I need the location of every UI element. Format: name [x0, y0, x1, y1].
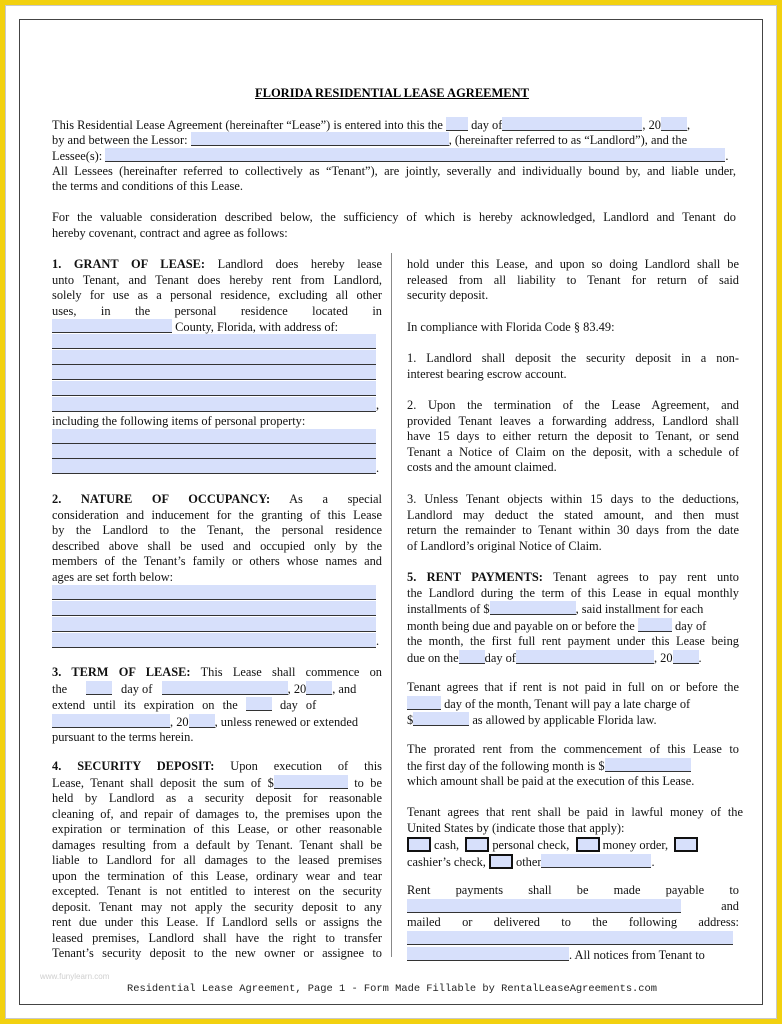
late-charge-field[interactable]	[413, 712, 469, 726]
section-text: deposit. Tenant may not apply the security deposit to any	[52, 899, 382, 914]
section-text: day of	[121, 681, 153, 696]
section-text: liable to Landlord for all damages to the leased premises	[52, 853, 382, 867]
occupant-period: .	[376, 634, 380, 648]
section-text: This Lease shall commence on	[190, 665, 382, 679]
payment-methods	[407, 805, 743, 870]
section-text: the	[52, 681, 68, 696]
lessee-field[interactable]	[105, 148, 725, 162]
section-heading: 2. NATURE OF OCCUPANCY:	[52, 492, 271, 506]
section-4-security-deposit	[52, 759, 382, 962]
occupant-line-4[interactable]	[52, 633, 376, 648]
section-text: extend until its expiration on the	[52, 698, 238, 712]
section-text: Lease, Tenant shall deposit the sum of $	[52, 775, 274, 790]
rent-due-day-field[interactable]	[638, 618, 672, 632]
section-heading: 4. SECURITY DEPOSIT:	[52, 759, 215, 773]
section-text: expiration or termination of this Lease, or other reasonable	[52, 822, 382, 836]
section-heading: 5. RENT PAYMENTS:	[407, 570, 543, 584]
occupant-line-2[interactable]	[52, 601, 376, 616]
section-text: return the remainder to Tenant within 30 days from the date	[407, 523, 739, 537]
objection-clause	[407, 492, 739, 554]
first-rent-month-field[interactable]	[516, 650, 654, 664]
checkbox-label: cash,	[434, 838, 460, 852]
section-text: members of the Tenant’s family or others whose names and	[52, 554, 382, 568]
payee-field[interactable]	[407, 899, 681, 913]
florida-code-reference: In compliance with Florida Code § 83.49:	[407, 320, 615, 334]
intro-line-6: For the valuable consideration described below, the sufficiency of which is hereby acknowledged, Landlord and Tenant do	[52, 210, 736, 224]
section-text: cleaning of, and repair of damages to, the premises upon the	[52, 806, 382, 821]
section-text: 2. Upon the termination of the Lease Agreement, and	[407, 398, 739, 412]
section-text: damages resulting from a default by Tenant. Tenant shall be	[52, 837, 382, 852]
section-text: Tenant agrees to pay rent unto	[542, 570, 739, 584]
section-text: 3. Unless Tenant objects within 15 days to the deductions,	[407, 492, 739, 506]
section-text: hold under this Lease, and upon so doing Landlord shall be	[407, 257, 739, 271]
intro-text: Lessee(s):	[52, 149, 103, 163]
checkbox-label: cashier’s check,	[407, 854, 486, 869]
intro-line-5: the terms and conditions of this Lease.	[52, 179, 243, 193]
section-text: provided Tenant leaves a forwarding address, Landlord shall	[407, 413, 739, 428]
address-line-3[interactable]	[52, 365, 376, 380]
checkbox-label: .	[651, 854, 655, 869]
section-text: day of	[279, 698, 317, 712]
section-text: Tenant agrees that if rent is not paid in full on or before the	[407, 680, 739, 694]
lessor-field[interactable]	[191, 132, 449, 146]
section-text: which amount shall be paid at the execution of this Lease.	[407, 774, 695, 788]
section-text: Tenant’s security deposit to the new owner or assignee to	[52, 946, 382, 960]
section-text: Landlord may deduct the stated amount, and then must	[407, 507, 739, 522]
section-text: held by Landlord as a security deposit for reasonable	[52, 791, 382, 805]
section-text: excepted. Tenant is not entitled to interest on the security	[52, 884, 382, 898]
section-text: the first day of the following month is $	[407, 758, 605, 773]
section-text: installments of $	[407, 602, 490, 616]
section-text: security deposit.	[407, 288, 489, 302]
cashiers-check-checkbox[interactable]	[674, 837, 698, 852]
intro-text: ,	[686, 118, 691, 132]
section-text: , unless renewed or extended	[214, 714, 359, 729]
section-3-term-of-lease	[52, 665, 382, 746]
section-text: , said installment for each	[575, 602, 704, 616]
address-line-5[interactable]	[52, 397, 376, 412]
section-text: as allowed by applicable Florida law.	[472, 713, 657, 727]
expiration-year-field[interactable]	[189, 714, 215, 728]
personal-property-label: including the following items of personal property:	[52, 414, 306, 428]
section-2-nature-of-occupancy	[52, 492, 382, 585]
late-day-field[interactable]	[407, 696, 441, 710]
section-text: mailed or delivered to the following address:	[407, 915, 739, 929]
intro-text: , (hereinafter referred to as “Landlord”), and the	[448, 133, 688, 147]
section-text: have 15 days to either return the deposit to Tenant, or send	[407, 429, 739, 443]
intro-text: by and between the Lessor:	[52, 133, 188, 147]
section-text: , 20	[287, 681, 307, 696]
section-text: Landlord does hereby lease	[205, 257, 382, 271]
intro-text: .	[725, 149, 729, 163]
page-footer: Residential Lease Agreement, Page 1 - Form Made Fillable by RentalLeaseAgreements.com	[126, 983, 657, 995]
address-line-2[interactable]	[52, 350, 376, 365]
address-line-4[interactable]	[52, 381, 376, 396]
section-text: of Landlord’s original Notice of Claim.	[407, 538, 602, 553]
section-text: the Landlord during the term of this Lease in equal monthly	[407, 585, 739, 600]
property-line-2[interactable]	[52, 444, 376, 459]
late-charge-clause	[407, 680, 739, 729]
section-text: to be	[354, 775, 382, 790]
section-heading: 1. GRANT OF LEASE:	[52, 257, 206, 271]
section-text: costs and the amount claimed.	[407, 460, 557, 474]
property-line-1[interactable]	[52, 429, 376, 444]
prorated-amount-field[interactable]	[605, 758, 691, 772]
section-text: Rent payments shall be made payable to	[407, 883, 739, 897]
payment-address-line-1[interactable]	[407, 931, 733, 945]
commence-day-field[interactable]	[86, 681, 112, 695]
section-text: , 20	[170, 714, 189, 729]
section-text: month being due and payable on or before the	[407, 618, 635, 633]
section-text: unto Tenant, and Tenant does hereby rent from Landlord,	[52, 272, 382, 287]
section-text: County, Florida, with address of:	[175, 320, 339, 334]
document-page	[19, 19, 763, 1005]
commence-month-field[interactable]	[162, 681, 288, 695]
section-text: Upon execution of this	[214, 759, 382, 773]
occupant-line-3[interactable]	[52, 617, 376, 632]
section-text: Tenant a Notice of Claim on the deposit, with a schedule of	[407, 444, 739, 459]
section-text: by the Landlord to the Tenant, the personal residence	[52, 523, 382, 537]
first-rent-day-field[interactable]	[459, 650, 485, 664]
section-text: solely for use as a personal residence, excluding all other	[52, 288, 382, 302]
intro-line-7: hereby covenant, contract and agree as follows:	[52, 226, 288, 240]
watermark: www.funylearn.com	[40, 972, 110, 981]
section-5-rent-payments	[407, 570, 739, 666]
section-heading: 3. TERM OF LEASE:	[52, 665, 191, 679]
section-text: interest bearing escrow account.	[407, 366, 567, 381]
occupant-line-1[interactable]	[52, 585, 376, 600]
section-text: pursuant to the terms herein.	[52, 730, 194, 744]
other-checkbox[interactable]	[489, 854, 513, 869]
section-text: Tenant agrees that rent shall be paid in lawful money of the	[407, 805, 743, 819]
property-period: .	[376, 461, 380, 475]
expiration-month-field[interactable]	[52, 714, 170, 728]
security-deposit-continued	[407, 257, 739, 304]
other-method-field[interactable]	[541, 854, 651, 868]
address-line-1[interactable]	[52, 334, 376, 349]
checkbox-label: personal check,	[492, 838, 570, 852]
money-order-checkbox[interactable]	[576, 837, 600, 852]
section-text: day of	[675, 618, 707, 633]
intro-text: day of	[471, 118, 503, 132]
expiration-day-field[interactable]	[246, 697, 272, 711]
month-field[interactable]	[502, 117, 642, 131]
section-text: $	[407, 713, 414, 727]
intro-line-2	[52, 132, 736, 149]
section-text: upon the termination of this Lease, ordinary wear and tear	[52, 868, 382, 883]
intro-line-3	[52, 148, 742, 165]
personal-check-checkbox[interactable]	[465, 837, 489, 852]
document-title: FLORIDA RESIDENTIAL LEASE AGREEMENT	[254, 86, 530, 100]
cash-checkbox[interactable]	[407, 837, 431, 852]
property-line-3[interactable]	[52, 459, 376, 474]
rent-amount-field[interactable]	[490, 601, 576, 615]
section-text: released from all liability to Tenant for return of said	[407, 272, 739, 287]
section-text: consideration and inducement for the granting of this Lease	[52, 507, 382, 522]
intro-text: This Residential Lease Agreement (hereinafter “Lease”) is entered into this the	[52, 118, 443, 132]
commence-year-field[interactable]	[306, 681, 332, 695]
section-text: uses, in the personal residence located in	[52, 303, 382, 318]
year-field[interactable]	[661, 117, 687, 131]
section-text: leased premises, Landlord shall have the right to transfer	[52, 930, 382, 945]
section-text: the month, the first full rent payment under this Lease being	[407, 634, 739, 648]
section-text: ages are set forth below:	[52, 569, 174, 584]
section-text: due on the	[407, 650, 459, 665]
section-text: .	[698, 650, 702, 665]
section-text: described above shall be used and occupied only by the	[52, 538, 382, 553]
security-deposit-amount-field[interactable]	[274, 775, 348, 789]
payment-address-line-2[interactable]	[407, 947, 569, 961]
section-text: . All notices from Tenant to	[569, 948, 705, 962]
address-comma: ,	[376, 398, 380, 412]
section-text: day of	[484, 650, 516, 665]
section-text: United States by (indicate those that apply):	[407, 820, 625, 835]
county-field[interactable]	[52, 319, 172, 333]
checkbox-label: other	[516, 854, 542, 869]
day-field[interactable]	[446, 117, 468, 131]
section-text: day of the month, Tenant will pay a late charge of	[444, 696, 691, 711]
section-text: , and	[332, 681, 357, 696]
first-rent-year-field[interactable]	[673, 650, 699, 664]
section-text: and	[721, 898, 739, 913]
section-text: , 20	[653, 650, 673, 665]
prorated-rent-clause	[407, 742, 739, 790]
section-text: 1. Landlord shall deposit the security deposit in a non-	[407, 351, 739, 365]
payable-to-clause	[407, 883, 739, 964]
section-text: As a special	[270, 492, 382, 506]
checkbox-label: money order,	[602, 838, 669, 852]
intro-text: , 20	[642, 118, 661, 132]
section-1-grant-of-lease	[52, 257, 382, 336]
column-divider	[391, 253, 392, 957]
section-text: rent due under this Lease. If Landlord sells or assigns the	[52, 915, 382, 929]
escrow-clause	[407, 351, 739, 382]
termination-clause	[407, 398, 739, 476]
intro-line-4: All Lessees (hereinafter referred to collectively as “Tenant”), are jointly, severally and individually bound by, and liable under,	[52, 164, 736, 178]
section-text: The prorated rent from the commencement of this Lease to	[407, 742, 739, 756]
